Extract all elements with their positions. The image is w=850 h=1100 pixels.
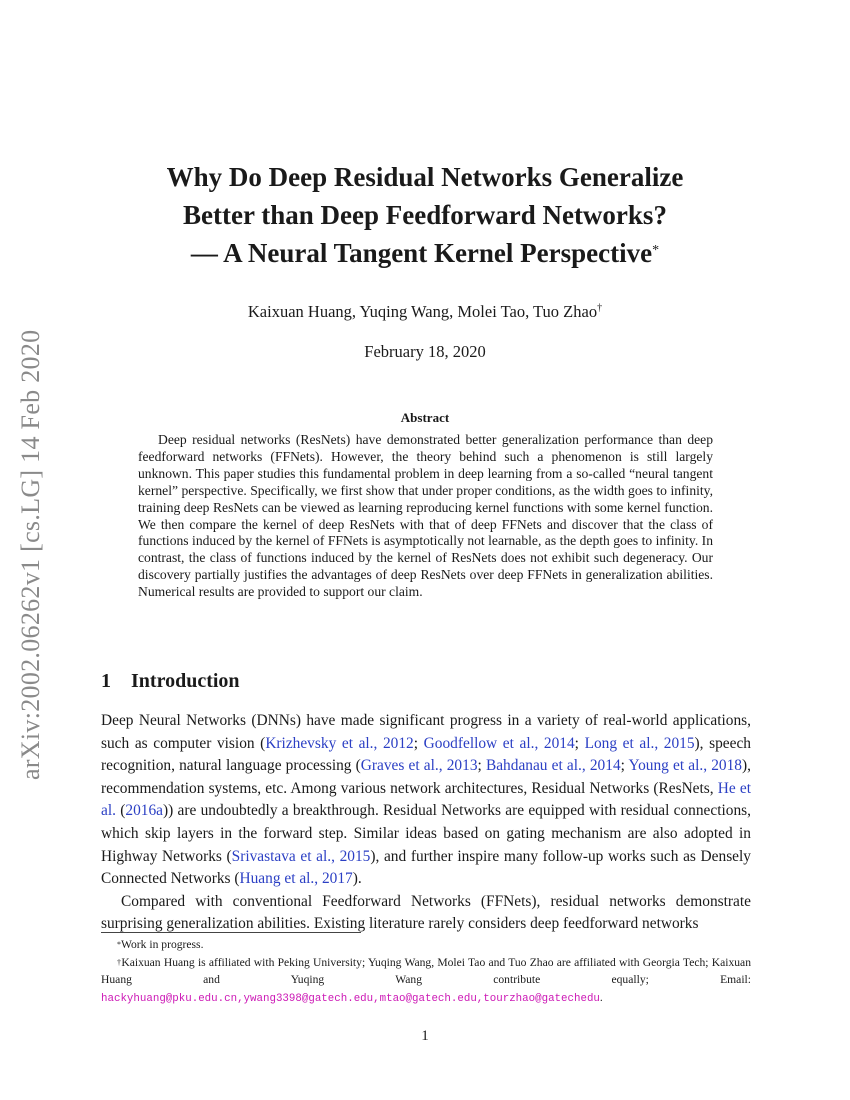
- section-title: Introduction: [131, 670, 240, 692]
- footnote-2: †Kaixuan Huang is affiliated with Peking University; Yuqing Wang, Molei Tao and Tuo Zhao are affiliated with Georgia Tech; Kaixuan Huang and Yuqing Wang contribute equally; Email: hackyhuang@pku.edu.cn,ywang3398@gatech.edu,mtao@gatech.edu,tourzhao@gatechedu.: [101, 955, 752, 1005]
- footnotes: [101, 936, 751, 1008]
- arxiv-identifier: arXiv:2002.06262v1 [cs.LG] 14 Feb 2020: [16, 329, 45, 780]
- paper-title: [100, 158, 750, 272]
- citation-link[interactable]: Graves et al., 2013: [360, 757, 478, 775]
- section-number: 1: [101, 670, 111, 692]
- section-heading: [101, 670, 240, 693]
- citation-link[interactable]: He et al.: [101, 779, 751, 820]
- abstract-heading: Abstract: [400, 410, 450, 425]
- footnote-rule: [101, 932, 361, 933]
- title-line-3: — A Neural Tangent Kernel Perspective*: [190, 238, 660, 268]
- citation-link[interactable]: Goodfellow et al., 2014: [423, 734, 575, 752]
- email-addresses[interactable]: hackyhuang@pku.edu.cn,ywang3398@gatech.edu,mtao@gatech.edu,tourzhao@gatechedu: [101, 992, 600, 1005]
- footnote-1: *Work in progress.: [117, 938, 204, 951]
- intro-paragraph-1: Deep Neural Networks (DNNs) have made significant progress in a variety of real-world applications, such as computer vision (Krizhevsky et al., 2012; Goodfellow et al., 2014; Long et al., 2015), speech recognition, natural language processing (Graves et al., 2013; Bahdanau et al., 2014; Young et al., 2018), recommendation systems, etc. Among various network architectures, Residual Networks (ResNets, He et al. (2016a)) are undoubtedly a breakthrough. Residual Networks are equipped with residual connections, which skip layers in the forward step. Similar ideas based on gating mechanism are also adopted in Highway Networks (Srivastava et al., 2015), and further inspire many follow-up works such as Densely Connected Networks (Huang et al., 2017).: [101, 712, 751, 888]
- citation-link[interactable]: Huang et al., 2017: [239, 870, 353, 888]
- title-line-2: Better than Deep Feedforward Networks?: [183, 200, 667, 230]
- publication-date: February 18, 2020: [364, 342, 486, 361]
- abstract-text: Deep residual networks (ResNets) have demonstrated better generalization performance than deep feedforward networks (FFNets). However, the theory behind such a phenomenon is still largely unknown. This paper studies this fundamental problem in deep learning from a so-called “neural tangent kernel” perspective. Specifically, we first show that under proper conditions, as the width goes to infinity, training deep ResNets can be viewed as learning reproducing kernel functions with some kernel function. We then compare the kernel of deep ResNets with that of deep FFNets and discover that the class of functions induced by the kernel of FFNets is asymptotically not learnable, as the depth goes to infinity. In contrast, the class of functions induced by the kernel of ResNets does not exhibit such degeneracy. Our discovery partially justifies the advantages of deep ResNets over deep FFNets in generalization abilities. Numerical results are provided to support our claim.: [138, 432, 713, 600]
- citation-link[interactable]: Long et al., 2015: [584, 734, 695, 752]
- citation-link[interactable]: Krizhevsky et al., 2012: [265, 734, 414, 752]
- title-footnote-mark: *: [652, 243, 660, 258]
- author-list: Kaixuan Huang, Yuqing Wang, Molei Tao, Tuo Zhao†: [247, 302, 603, 321]
- page-number: 1: [421, 1028, 429, 1044]
- intro-paragraph-2: Compared with conventional Feedforward Networks (FFNets), residual networks demonstrate surprising generalization abilities. Existing literature rarely considers deep feedforward networks: [101, 892, 751, 933]
- citation-link[interactable]: Srivastava et al., 2015: [231, 847, 371, 865]
- citation-link[interactable]: 2016a: [125, 802, 163, 820]
- title-line-1: Why Do Deep Residual Networks Generalize: [166, 162, 684, 192]
- introduction-body: [101, 710, 751, 936]
- citation-link[interactable]: Bahdanau et al., 2014: [485, 757, 621, 775]
- citation-link[interactable]: Young et al., 2018: [628, 757, 743, 775]
- author-footnote-mark: †: [597, 302, 603, 314]
